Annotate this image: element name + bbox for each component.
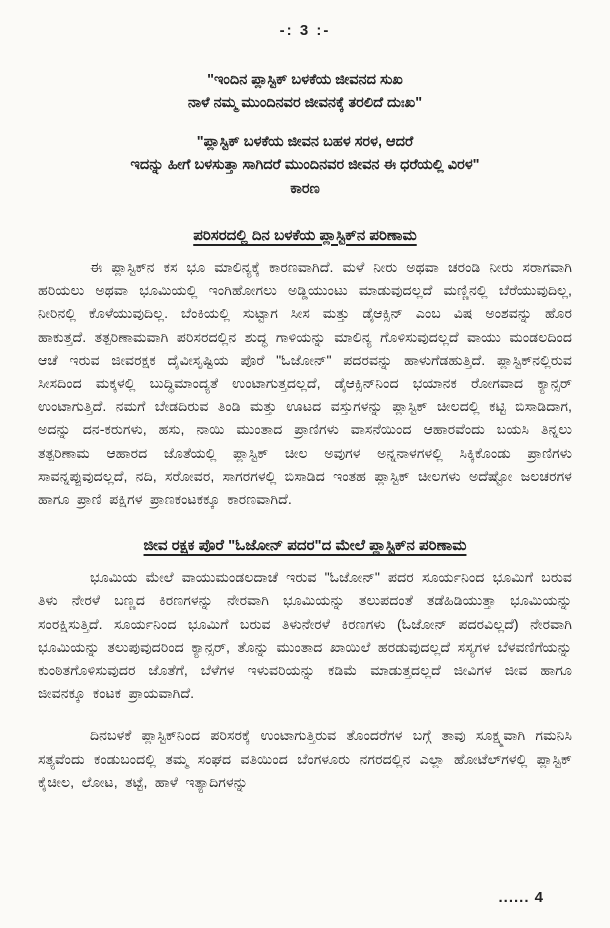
verse-1-line-2: ನಾಳೆ ನಮ್ಮ ಮುಂದಿನವರ ಜೀವನಕ್ಕೆ ತರಲಿದೆ ದುಃಖ" (187, 95, 423, 111)
closing-paragraph: ದಿನಬಳಕೆ ಪ್ಲಾಸ್ಟಿಕ್‌ನಿಂದ ಪರಿಸರಕ್ಕೆ ಉಂಟಾಗುತ್ತಿರುವ ತೊಂದರೆಗಳ ಬಗ್ಗೆ ತಾವು ಸೂಕ್ಷ್ಮವಾಗಿ ಗಮನಿಸಿ ಸತ್ಯವೆಂದು ಕಂಡುಬಂದಲ್ಲಿ ತಮ್ಮ ಸಂಘದ ವತಿಯಿಂದ ಬೆಂಗಳೂರು ನಗರದಲ್ಲಿನ ಎಲ್ಲಾ ಹೋಟೆಲ್‌ಗಳಲ್ಲಿ ಪ್ಲಾಸ್ಟಿಕ್ ಕೈಚೀಲ, ಲೋಟ, ತಟ್ಟೆ, ಹಾಳೆ ಇತ್ಯಾದಿಗಳನ್ನು (38, 728, 572, 791)
section-1-paragraph: ಈ ಪ್ಲಾಸ್ಟಿಕ್‌ನ ಕಸ ಭೂ ಮಾಲಿನ್ಯಕ್ಕೆ ಕಾರಣವಾಗಿದೆ. ಮಳೆ ನೀರು ಅಥವಾ ಚರಂಡಿ ನೀರು ಸರಾಗವಾಗಿ ಹರಿಯಲು ಅಥವಾ ಭೂಮಿಯಲ್ಲಿ ಇಂಗಿಹೋಗಲು ಅಡ್ಡಿಯುಂಟು ಮಾಡುವುದಲ್ಲದೆ ಮಣ್ಣಿನಲ್ಲಿ ಬೆರೆಯುವುದಿಲ್ಲ, ನೀರಿನಲ್ಲಿ ಕೊಳೆಯುವುದಿಲ್ಲ. ಬೆಂಕಿಯಲ್ಲಿ ಸುಟ್ಟಾಗ ಸೀಸ ಮತ್ತು ಡೈಆಕ್ಸಿನ್ ಎಂಬ ವಿಷ ಅಂಶವನ್ನು ಹೊರ ಹಾಕುತ್ತದೆ. ತತ್ಪರಿಣಾಮವಾಗಿ ಪರಿಸರದಲ್ಲಿನ ಶುದ್ಧ ಗಾಳಿಯನ್ನು ಮಾಲಿನ್ಯ ಗೊಳಿಸುವುದಲ್ಲದೆ ವಾಯು ಮಂಡಲದಿಂದ ಆಚೆ ಇರುವ ಜೀವರಕ್ಷಕ ದೈವೀಸೃಷ್ಟಿಯ ಪೊರೆ "ಓಜೋನ್" ಪದರವನ್ನು ಹಾಳುಗೆಡಹುತ್ತಿದೆ. ಪ್ಲಾಸ್ಟಿಕ್‌ನಲ್ಲಿರುವ ಸೀಸದಿಂದ ಮಕ್ಕಳಲ್ಲಿ ಬುದ್ಧಿಮಾಂದ್ಯತೆ ಉಂಟಾಗುತ್ತದಲ್ಲದೆ, ಡೈಆಕ್ಸಿನ್‌ನಿಂದ ಭಯಾನಕ ರೋಗವಾದ ಕ್ಯಾನ್ಸರ್ ಉಂಟಾಗುತ್ತಿದೆ. ನಮಗೆ ಬೇಡದಿರುವ ತಿಂಡಿ ಮತ್ತು ಊಟದ ವಸ್ತುಗಳನ್ನು ಪ್ಲಾಸ್ಟಿಕ್ ಚೀಲದಲ್ಲಿ ಕಟ್ಟಿ ಬಿಸಾಡಿದಾಗ, ಅದನ್ನು ದನ-ಕರುಗಳು, ಹಸು, ನಾಯಿ ಮುಂತಾದ ಪ್ರಾಣಿಗಳು ವಾಸನೆಯಿಂದ ಆಹಾರವೆಂದು ಬಯಸಿ ತಿನ್ನಲು ತತ್ಪರಿಣಾಮ ಆಹಾರದ ಜೊತೆಯಲ್ಲಿ ಪ್ಲಾಸ್ಟಿಕ್ ಚೀಲ ಅವುಗಳ ಅನ್ನನಾಳಗಳಲ್ಲಿ ಸಿಕ್ಕಿಕೊಂಡು ಪ್ರಾಣಿಗಳು ಸಾವನ್ನಪ್ಪುವುದಲ್ಲದೆ, ನದಿ, ಸರೋವರ, ಸಾಗರಗಳಲ್ಲಿ ಬಿಸಾಡಿದ ಇಂತಹ ಪ್ಲಾಸ್ಟಿಕ್ ಚೀಲಗಳು ಅದೆಷ್ಟೋ ಜಲಚರಗಳ ಹಾಗೂ ಪ್ರಾಣಿ ಪಕ್ಷಿಗಳ ಪ್ರಾಣಕಂಟಕಕ್ಕೂ ಕಾರಣವಾಗಿದೆ. (38, 260, 572, 509)
section-2-heading-text: ಜೀವ ರಕ್ಷಕ ಪೊರೆ "ಓಜೋನ್ ಪದರ"ದ ಮೇಲೆ ಪ್ಲಾಸ್ಟಿಕ್‌ನ ಪರಿಣಾಮ (143, 537, 467, 555)
section-2-paragraph: ಭೂಮಿಯ ಮೇಲೆ ವಾಯುಮಂಡಲದಾಚೆ ಇರುವ "ಓಜೋನ್" ಪದರ ಸೂರ್ಯನಿಂದ ಭೂಮಿಗೆ ಬರುವ ತಿಳು ನೇರಳೆ ಬಣ್ಣದ ಕಿರಣಗಳನ್ನು ನೇರವಾಗಿ ಭೂಮಿಯನ್ನು ತಲುಪದಂತೆ ತಡೆಹಿಡಿಯುತ್ತಾ ಭೂಮಿಯನ್ನು ಸಂರಕ್ಷಿಸುತ್ತಿದೆ. ಸೂರ್ಯನಿಂದ ಭೂಮಿಗೆ ಬರುವ ತಿಳುನೇರಳೆ ಕಿರಣಗಳು (ಓಜೋನ್ ಪದರವಿಲ್ಲದೆ) ನೇರವಾಗಿ ಭೂಮಿಯನ್ನು ತಲುಪುವುದರಿಂದ ಕ್ಯಾನ್ಸರ್, ತೊನ್ನು ಮುಂತಾದ ಖಾಯಿಲೆ ಹರಡುವುದಲ್ಲದೆ ಸಸ್ಯಗಳ ಬೆಳವಣಿಗೆಯನ್ನು ಕುಂಠಿತಗೊಳಿಸುವುದರ ಜೊತೆಗೆ, ಬೆಳೆಗಳ ಇಳುವರಿಯನ್ನು ಕಡಿಮೆ ಮಾಡುತ್ತದಲ್ಲದೆ ಜೀವಿಗಳ ಜೀವ ಹಾಗೂ ಜೀವನಕ್ಕೂ ಕಂಟಕ ಪ್ರಾಯವಾಗಿದೆ. (38, 570, 572, 703)
next-page-reference: ...... 4 (498, 889, 544, 906)
opening-verse-1 (0, 69, 610, 115)
page-number-header: -: 3 :- (279, 22, 331, 39)
section-1-heading-text: ಪರಿಸರದಲ್ಲಿ ದಿನ ಬಳಕೆಯ ಪ್ಲಾಸ್ಟಿಕ್‌ನ ಪರಿಣಾಮ (193, 227, 417, 244)
verse-2-line-1: "ಪ್ಲಾಸ್ಟಿಕ್ ಬಳಕೆಯ ಜೀವನ ಬಹಳ ಸರಳ, ಆದರೆ (196, 134, 414, 150)
opening-verse-2 (0, 131, 610, 201)
verse-2-caption: ಕಾರಣ (290, 181, 320, 197)
section-2-heading (0, 537, 610, 554)
verse-1-line-1: "ಇಂದಿನ ಪ್ಲಾಸ್ಟಿಕ್ ಬಳಕೆಯ ಜೀವನದ ಸುಖ (207, 72, 403, 88)
verse-2-line-2: ಇದನ್ನು ಹೀಗೆ ಬಳಸುತ್ತಾ ಸಾಗಿದರೆ ಮುಂದಿನವರ ಜೀವನ ಈ ಧರೆಯಲ್ಲಿ ವಿರಳ" (130, 157, 480, 173)
section-1-heading (0, 227, 610, 244)
